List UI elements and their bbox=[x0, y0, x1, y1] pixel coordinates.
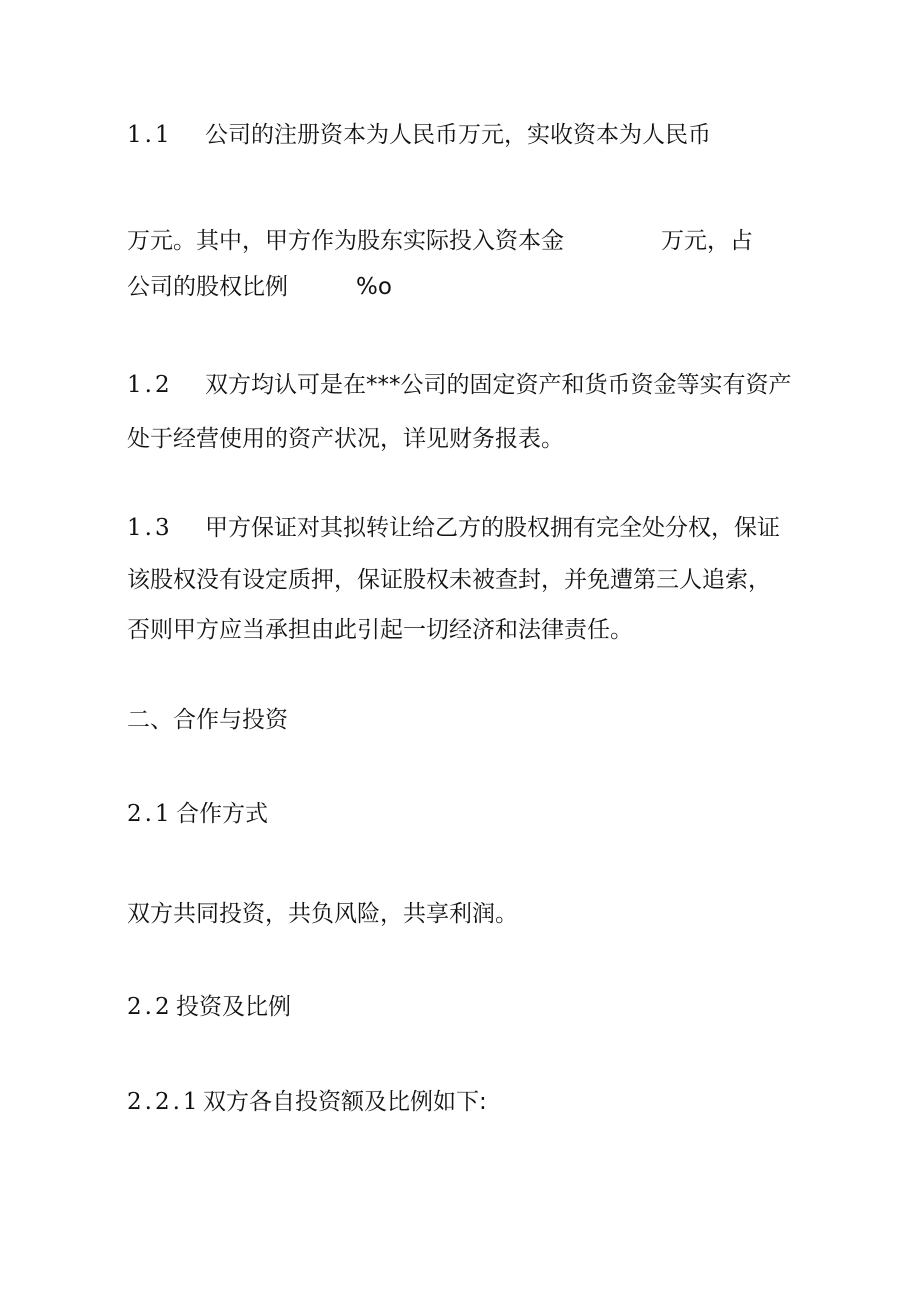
clause-text: 万元。其中，甲方作为股东实际投入资本金 bbox=[127, 228, 564, 254]
subsection-title: 双方各自投资额及比例如下: bbox=[203, 1089, 487, 1115]
clause-text: 公司的股权比例 bbox=[127, 274, 288, 300]
clause-number: 1.3 bbox=[127, 515, 173, 541]
paragraph: 双方共同投资，共负风险，共享利润。 bbox=[127, 901, 518, 927]
subsection-title: 投资及比例 bbox=[176, 994, 291, 1020]
clause-text: 双方均认可是在***公司的固定资产和货币资金等实有资产 bbox=[205, 372, 792, 398]
clause-number: 1.2 bbox=[127, 372, 173, 398]
subsection-number: 2.2 bbox=[127, 994, 173, 1020]
clause-text: %o bbox=[356, 274, 392, 300]
clause-text: 公司的注册资本为人民币万元，实收资本为人民币 bbox=[205, 122, 711, 148]
clause-text: 该股权没有设定质押，保证股权未被查封，并免遭第三人追索， bbox=[127, 567, 771, 593]
section-heading: 二、合作与投资 bbox=[127, 707, 288, 733]
subsection-number: 2.1 bbox=[127, 801, 173, 827]
clause-number: 1.1 bbox=[127, 122, 173, 148]
clause-text: 甲方保证对其拟转让给乙方的股权拥有完全处分权，保证 bbox=[205, 515, 780, 541]
clause-text: 处于经营使用的资产状况，详见财务报表。 bbox=[127, 426, 564, 452]
subsection-title: 合作方式 bbox=[176, 801, 268, 827]
clause-text: 否则甲方应当承担由此引起一切经济和法律责任。 bbox=[127, 617, 633, 643]
subsection-number: 2.2.1 bbox=[127, 1089, 201, 1115]
clause-text: 万元，占 bbox=[661, 228, 753, 254]
